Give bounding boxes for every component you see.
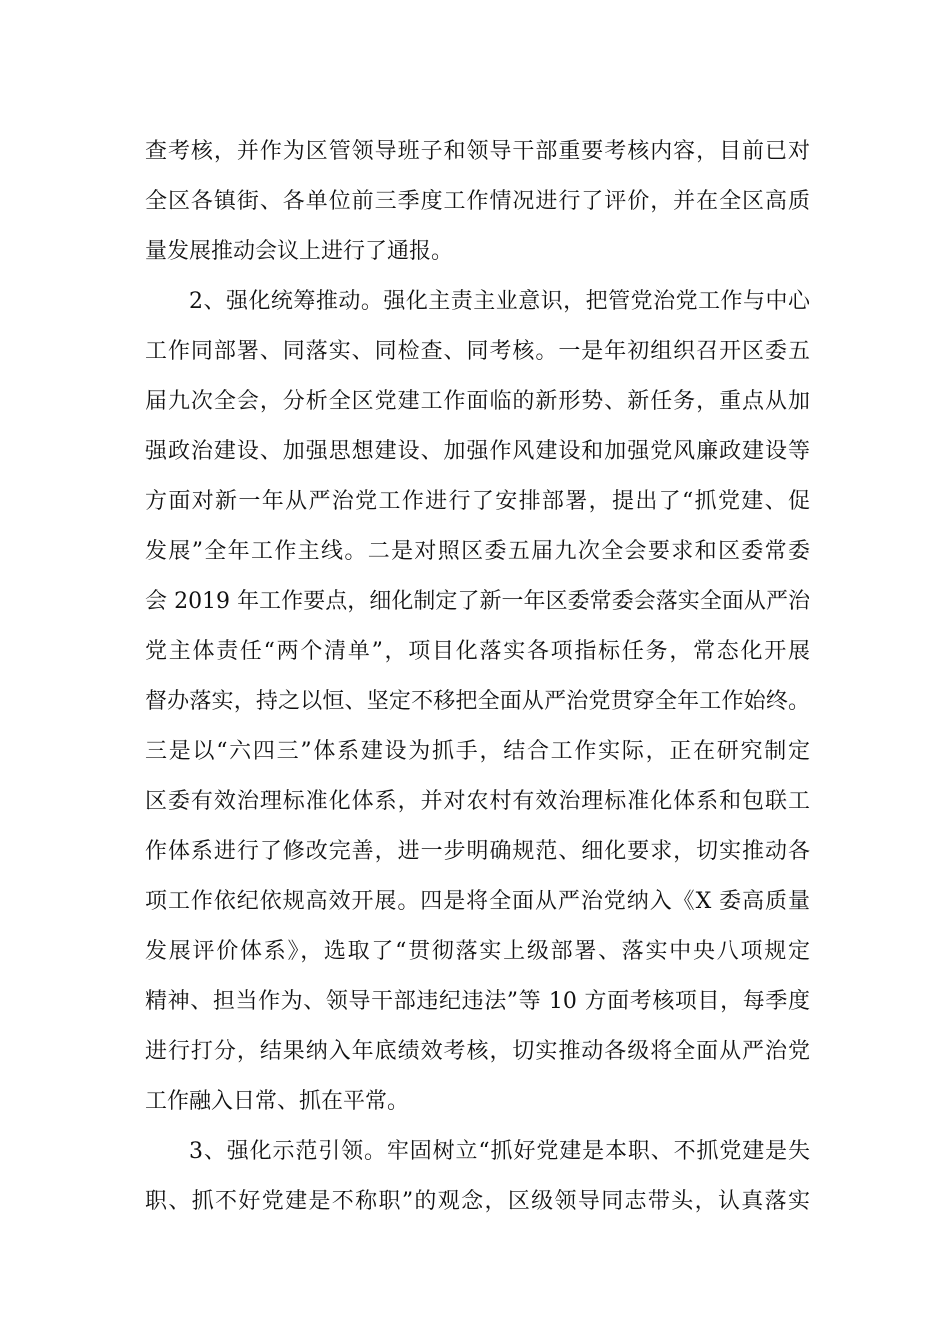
text-line: 会 2019 年工作要点，细化制定了新一年区委常委会落实全面从严治 xyxy=(145,589,810,614)
text-line: 全区各镇街、各单位前三季度工作情况进行了评价，并在全区高质 xyxy=(145,189,810,214)
text-line: 发展”全年工作主线。二是对照区委五届九次全会要求和区委常委 xyxy=(145,539,810,564)
text-line: 查考核，并作为区管领导班子和领导干部重要考核内容，目前已对 xyxy=(145,139,810,164)
text-line: 进行打分，结果纳入年底绩效考核，切实推动各级将全面从严治党 xyxy=(145,1039,810,1064)
text-line: 工作同部署、同落实、同检查、同考核。一是年初组织召开区委五 xyxy=(145,339,810,364)
text-line: 强政治建设、加强思想建设、加强作风建设和加强党风廉政建设等 xyxy=(145,439,810,464)
text-line: 督办落实，持之以恒、坚定不移把全面从严治党贯穿全年工作始终。 xyxy=(145,689,810,714)
text-line: 发展评价体系》，选取了“贯彻落实上级部署、落实中央八项规定 xyxy=(145,939,810,964)
text-line: 方面对新一年从严治党工作进行了安排部署，提出了“抓党建、促 xyxy=(145,489,810,514)
text-line: 量发展推动会议上进行了通报。 xyxy=(145,239,454,264)
paragraph-start-line: 3、强化示范引领。牢固树立“抓好党建是本职、不抓党建是失 xyxy=(189,1139,810,1164)
paragraph-start-line: 2、强化统筹推动。强化主责主业意识，把管党治党工作与中心 xyxy=(189,289,810,314)
text-line: 职、抓不好党建是不称职”的观念，区级领导同志带头，认真落实 xyxy=(145,1189,810,1214)
text-line: 精神、担当作为、领导干部违纪违法”等 10 方面考核项目，每季度 xyxy=(145,989,810,1014)
text-line: 作体系进行了修改完善，进一步明确规范、细化要求，切实推动各 xyxy=(145,839,810,864)
text-line: 区委有效治理标准化体系，并对农村有效治理标准化体系和包联工 xyxy=(145,789,810,814)
text-line: 工作融入日常、抓在平常。 xyxy=(145,1089,410,1114)
text-line: 项工作依纪依规高效开展。四是将全面从严治党纳入《X 委高质量 xyxy=(145,889,810,914)
text-line: 三是以“六四三”体系建设为抓手，结合工作实际，正在研究制定 xyxy=(145,739,810,764)
text-line: 届九次全会，分析全区党建工作面临的新形势、新任务，重点从加 xyxy=(145,389,810,414)
text-line: 党主体责任“两个清单”，项目化落实各项指标任务，常态化开展 xyxy=(145,639,810,664)
